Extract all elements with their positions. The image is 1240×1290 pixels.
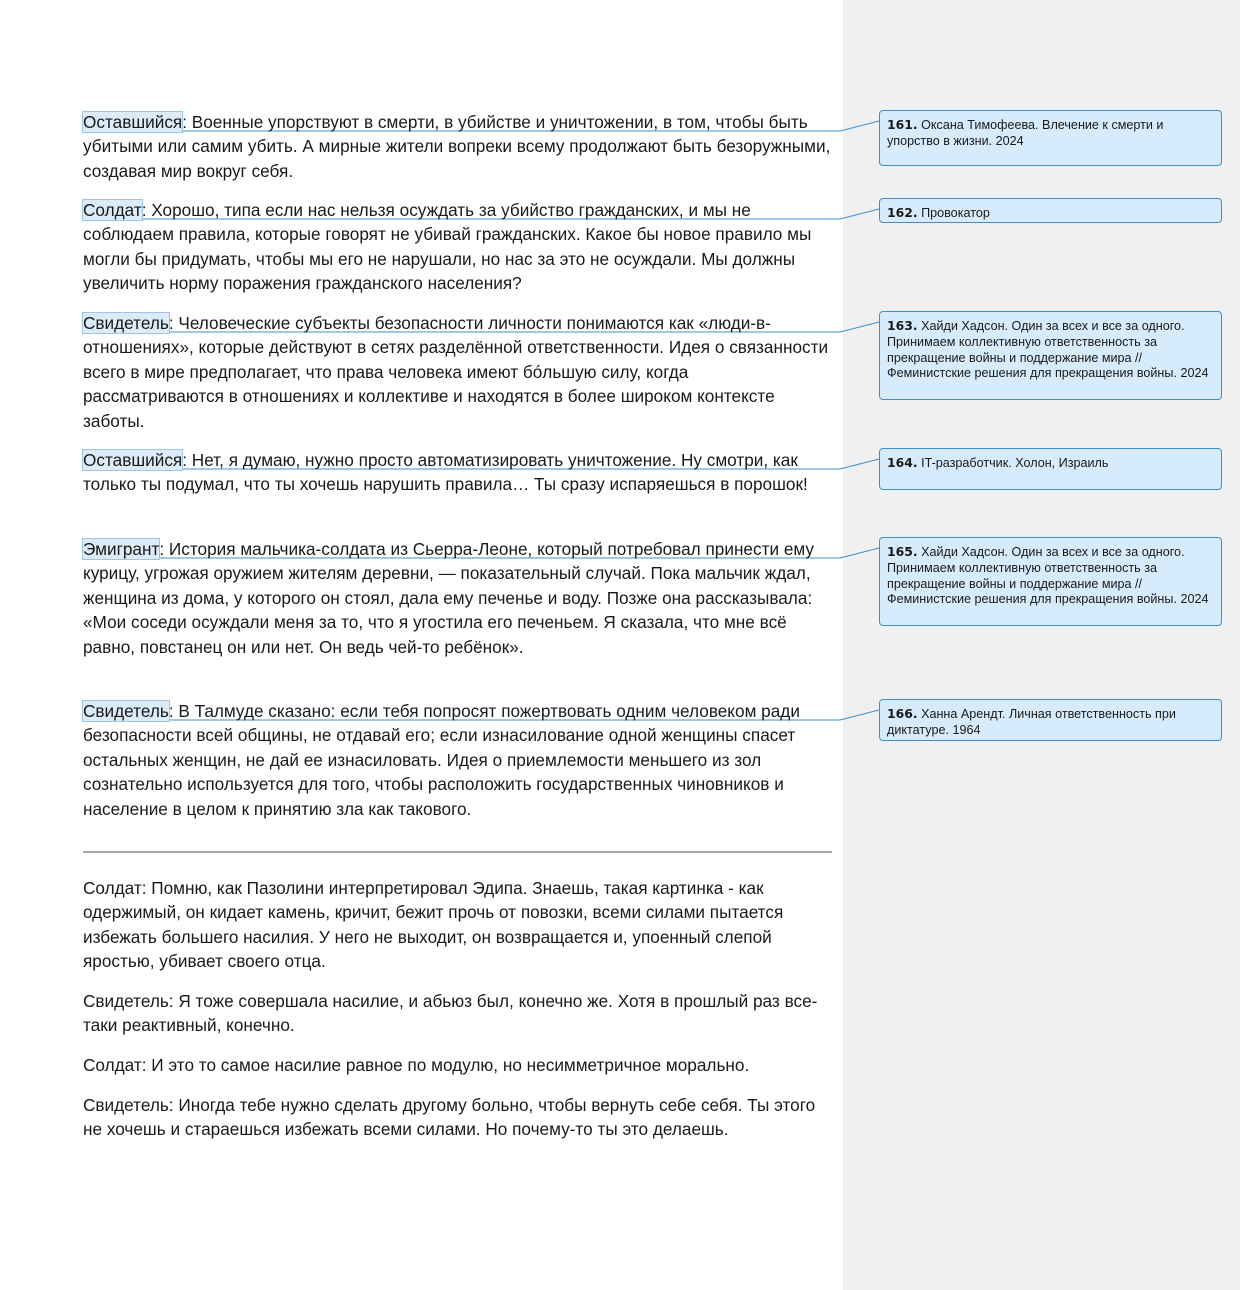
comment-number: 166. xyxy=(887,706,918,721)
comment-balloon[interactable] xyxy=(879,699,1222,741)
paragraph-text: : Нет, я думаю, нужно просто автоматизировать уничтожение. Ну смотри, как только ты подумал, что ты хочешь нарушить правила… Ты сразу испаряешься в порошок! xyxy=(83,450,808,495)
comment-number: 163. xyxy=(887,318,918,333)
comment-text: Ханна Арендт. Личная ответственность при диктатуре. 1964 xyxy=(887,707,1176,737)
comment-number: 164. xyxy=(887,455,918,470)
paragraph xyxy=(83,699,833,821)
comment-text: Хайди Хадсон. Один за всех и все за одного. Принимаем коллективную ответственность за прекращение войны и поддержание мира // Феминистские решения для прекращения войны. 2024 xyxy=(887,319,1209,381)
paragraph xyxy=(83,537,833,659)
paragraph: Свидетель: Я тоже совершала насилие, и абьюз был, конечно же. Хотя в прошлый раз все-таки реактивный, конечно. xyxy=(83,991,818,1036)
paragraph: Солдат: Помню, как Пазолини интерпретировал Эдипа. Знаешь, такая картинка - как одержимый, он кидает камень, кричит, бежит прочь от повозки, всеми силами пытается избежать большего насилия. У него не выходит, он возвращается и, упоенный слепой яростью, убивает своего отца. xyxy=(83,878,784,972)
paragraph-text: : Хорошо, типа если нас нельзя осуждать за убийство гражданских, и мы не соблюдаем правила, которые говорят не убивай гражданских. Какое бы новое правило мы могли бы придумать, чтобы мы его не нарушали, но нас за это не осуждали. Мы должны увеличить норму поражения гражданского населения? xyxy=(83,200,812,294)
comment-number: 165. xyxy=(887,544,918,559)
speaker-highlight[interactable]: Оставшийся xyxy=(83,450,183,470)
paragraph-text: : Военные упорствуют в смерти, в убийстве и уничтожении, в том, чтобы быть убитыми или самим убить. А мирные жители вопреки всему продолжают быть безоружными, создавая мир вокруг себя. xyxy=(83,112,831,181)
paragraph-text: : Человеческие субъекты безопасности личности понимаются как «люди-в-отношениях», которые действуют в сетях разделённой ответственности. Идея о связанности всего в мире предполагает, что права человека имеют бóльшую силу, когда рассматриваются в отношениях и коллективе и находятся в более широком контексте заботы. xyxy=(83,313,829,431)
paragraph xyxy=(83,198,833,296)
comment-balloon[interactable] xyxy=(879,198,1222,223)
comment-number: 162. xyxy=(887,205,918,220)
horizontal-rule xyxy=(83,851,832,853)
paragraph xyxy=(83,311,833,433)
speaker-highlight[interactable]: Свидетель xyxy=(83,701,169,721)
comment-text: Оксана Тимофеева. Влечение к смерти и упорство в жизни. 2024 xyxy=(887,118,1164,148)
paragraph-text: : История мальчика-солдата из Сьерра-Леоне, который потребовал принести ему курицу, угрожая оружием жителям деревни, — показательный случай. Пока мальчик ждал, женщина из дома, у которого он стоял, дала ему печенье и воду. Позже она рассказывала: «Мои соседи осуждали меня за то, что я угостила его печеньем. Я сказала, что мне всё равно, повстанец он или нет. Он ведь чей-то ребёнок». xyxy=(83,539,814,657)
paragraph-text: : В Талмуде сказано: если тебя попросят пожертвовать одним человеком ради безопасности всей общины, не отдавай его; если изнасилование одной женщины спасет остальных женщин, не дай ее изнасиловать. Идея о приемлемости меньшего из зол сознательно используется для того, чтобы расположить государственных чиновников и население в целом к принятию зла как такового. xyxy=(83,701,800,819)
comment-balloon[interactable] xyxy=(879,110,1222,166)
paragraph xyxy=(83,110,833,183)
comment-text: IT-разработчик. Холон, Израиль xyxy=(921,456,1109,470)
comment-balloon[interactable] xyxy=(879,537,1222,626)
speaker-highlight[interactable]: Эмигрант xyxy=(83,539,160,559)
comment-balloon[interactable] xyxy=(879,311,1222,400)
paragraph: Свидетель: Иногда тебе нужно сделать другому больно, чтобы вернуть себе себя. Ты этого не хочешь и стараешься избежать всеми силами. Но почему-то ты это делаешь. xyxy=(83,1095,816,1140)
paragraph: Солдат: И это то самое насилие равное по модулю, но несимметричное морально. xyxy=(83,1055,750,1075)
comment-text: Провокатор xyxy=(921,206,990,220)
speaker-highlight[interactable]: Оставшийся xyxy=(83,112,183,132)
comment-text: Хайди Хадсон. Один за всех и все за одного. Принимаем коллективную ответственность за прекращение войны и поддержание мира // Феминистские решения для прекращения войны. 2024 xyxy=(887,545,1209,607)
speaker-highlight[interactable]: Солдат xyxy=(83,200,142,220)
speaker-highlight[interactable]: Свидетель xyxy=(83,313,169,333)
comment-balloon[interactable] xyxy=(879,448,1222,490)
paragraph xyxy=(83,448,833,497)
comment-number: 161. xyxy=(887,117,918,132)
